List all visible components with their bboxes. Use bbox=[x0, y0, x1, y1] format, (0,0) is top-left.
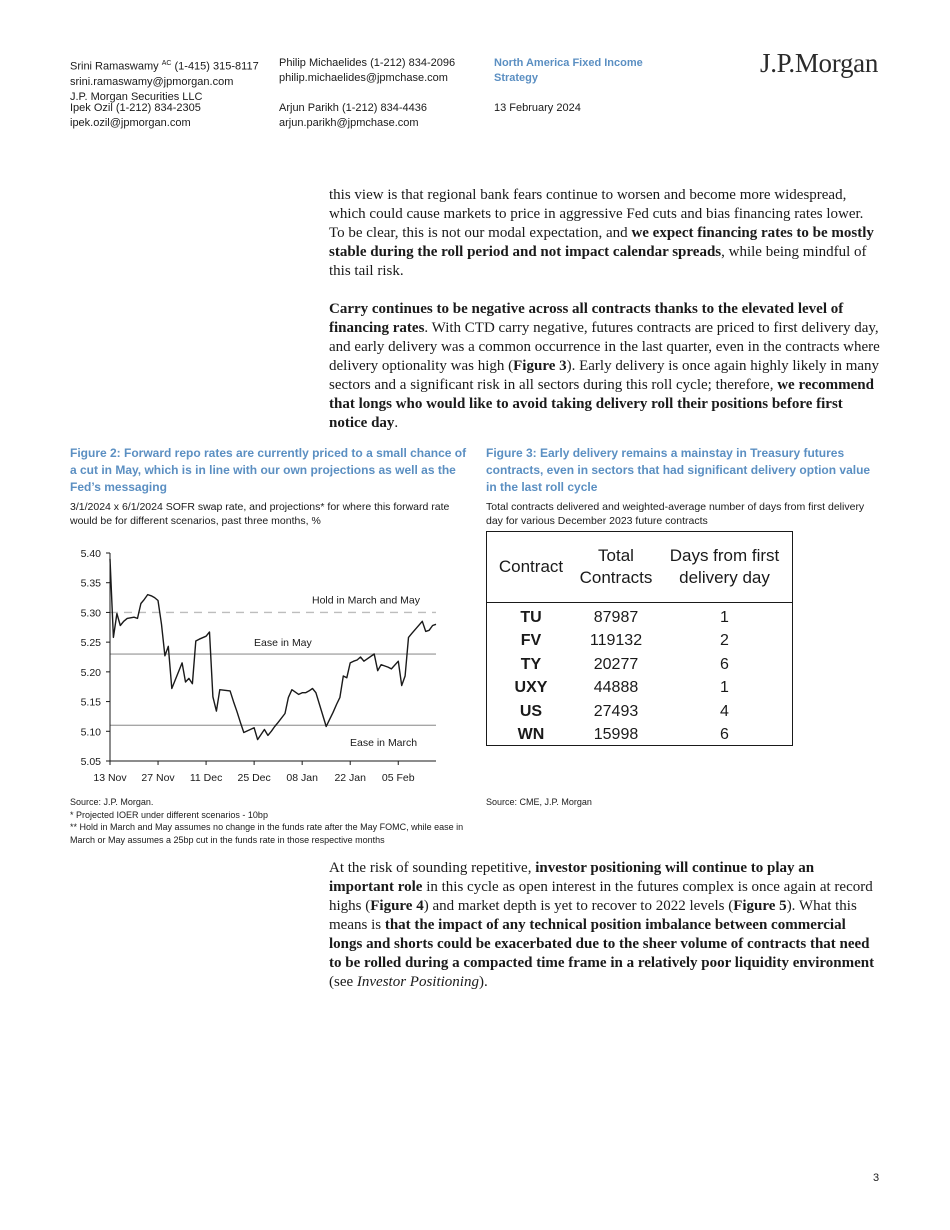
text-run: in this cycle as open interest in the futures complex is once again at record highs ( bbox=[329, 879, 873, 914]
y-tick-label: 5.35 bbox=[80, 577, 101, 590]
figure-2-title: Figure 2: Forward repo rates are currently priced to a small chance of a cut in May, which is in line with our own projections as well as the Fed’s messaging bbox=[70, 446, 467, 494]
table-row bbox=[487, 653, 792, 677]
text-run: Figure 3 bbox=[513, 358, 567, 374]
total-contracts-cell: 15998 bbox=[593, 726, 639, 743]
y-tick-label: 5.25 bbox=[80, 637, 101, 650]
total-contracts-cell: 87987 bbox=[593, 608, 639, 626]
author-name: Srini Ramaswamy bbox=[70, 60, 159, 73]
total-contracts-cell: 20277 bbox=[593, 655, 639, 673]
text-run: ). Early delivery is once again highly likely in many sectors and a significant risk in all sectors during this roll cycle; therefore, bbox=[329, 358, 880, 393]
table-body bbox=[487, 602, 792, 747]
total-contracts-cell: 44888 bbox=[593, 679, 639, 696]
figure-2-notes bbox=[70, 796, 468, 846]
contract-cell: FV bbox=[520, 632, 542, 649]
days-cell: 1 bbox=[720, 608, 729, 626]
days-cell: 4 bbox=[720, 702, 729, 720]
y-tick-label: 5.15 bbox=[80, 696, 101, 709]
y-tick-label: 5.30 bbox=[80, 607, 101, 620]
paragraph-2 bbox=[329, 300, 880, 433]
author-name: Arjun Parikh bbox=[279, 102, 339, 114]
division bbox=[494, 56, 694, 86]
figure-3-table-frame bbox=[486, 531, 793, 746]
author-org: J.P. Morgan Securities LLC bbox=[70, 90, 203, 103]
table-row bbox=[487, 676, 792, 700]
author-phone: (1-212) 834-2096 bbox=[370, 57, 456, 69]
text-run: Investor Positioning bbox=[356, 974, 479, 990]
body-column-bottom bbox=[329, 859, 880, 1011]
figure-2-source: Source: J.P. Morgan. bbox=[70, 797, 154, 807]
delivery-table bbox=[487, 532, 792, 747]
text-run: . bbox=[394, 415, 399, 431]
figure-3-source: Source: CME, J.P. Morgan bbox=[486, 797, 592, 807]
x-tick-label: 25 Dec bbox=[237, 772, 271, 784]
total-contracts-cell: 27493 bbox=[593, 702, 639, 720]
page-number: 3 bbox=[873, 1172, 880, 1184]
table-row bbox=[487, 700, 792, 724]
days-cell: 6 bbox=[720, 726, 729, 743]
figure-3-subtitle: Total contracts delivered and weighted-average number of days from first delivery day for various December 2023 future contracts bbox=[486, 501, 865, 527]
text-run: Figure 4 bbox=[370, 898, 424, 914]
contract-cell: TU bbox=[520, 608, 542, 626]
reference-line-label: Hold in March and May bbox=[312, 594, 420, 607]
total-contracts-cell: 119132 bbox=[589, 632, 643, 649]
author-phone: (1-415) 315-8117 bbox=[174, 60, 259, 73]
text-run: we expect financing rates to be mostly stable during the roll period and not impact calendar spreads bbox=[329, 225, 874, 260]
table-row bbox=[487, 629, 792, 653]
author-email[interactable]: philip.michaelides@jpmchase.com bbox=[279, 72, 448, 84]
days-cell: 1 bbox=[720, 679, 729, 696]
y-tick-label: 5.40 bbox=[80, 548, 101, 560]
y-tick-label: 5.10 bbox=[80, 726, 101, 739]
body-column-top bbox=[329, 186, 880, 452]
figure-3-title: Figure 3: Early delivery remains a mainstay in Treasury futures contracts, even in sectors that had significant delivery option value in the last roll cycle bbox=[486, 446, 871, 494]
days-cell: 6 bbox=[720, 655, 729, 673]
division-line-2: Strategy bbox=[494, 72, 539, 84]
x-tick-label: 11 Dec bbox=[189, 772, 223, 784]
table-row bbox=[487, 602, 792, 629]
y-tick-label: 5.05 bbox=[80, 756, 101, 768]
text-run: investor positioning will continue to play an important role bbox=[329, 860, 815, 895]
x-tick-label: 13 Nov bbox=[93, 772, 127, 784]
text-run: . With CTD carry negative, futures contracts are priced to first delivery day, and early delivery was a common occurrence in the last quarter, even in the contracts where delivery optionality was high ( bbox=[329, 320, 880, 374]
text-run: (see bbox=[329, 974, 357, 990]
col-header-contract: Contract bbox=[498, 556, 564, 576]
x-tick-label: 08 Jan bbox=[286, 772, 318, 784]
text-run: that the impact of any technical position imbalance between commercial longs and shorts could be exacerbated due to the sheer volume of contracts that need to be rolled during a compacted time frame in a relatively poor liquidity environment bbox=[329, 917, 875, 971]
author-4 bbox=[279, 101, 489, 131]
text-run: ). bbox=[478, 974, 488, 990]
figure-2-subtitle: 3/1/2024 x 6/1/2024 SOFR swap rate, and projections* for where this forward rate would be for different scenarios, past three months, % bbox=[70, 501, 450, 527]
author-2 bbox=[279, 56, 489, 86]
author-email[interactable]: ipek.ozil@jpmorgan.com bbox=[70, 117, 191, 129]
contract-cell: US bbox=[519, 702, 543, 720]
jpmorgan-logo: J.P.Morgan bbox=[760, 48, 879, 78]
col-header-days-from-first: Days from first delivery day bbox=[669, 545, 780, 587]
text-run: At the risk of sounding repetitive, bbox=[329, 860, 536, 876]
author-name: Philip Michaelides bbox=[279, 57, 368, 69]
x-tick-label: 22 Jan bbox=[334, 772, 366, 784]
col-header-total-contracts: Total Contracts bbox=[579, 545, 653, 587]
text-run: ) and market depth is yet to recover to 2022 levels ( bbox=[423, 898, 734, 914]
text-run: we recommend that longs who would like to avoid taking delivery roll their positions before first notice day bbox=[329, 377, 874, 431]
author-phone: (1-212) 834-2305 bbox=[115, 102, 201, 114]
text-run: ). What this means is bbox=[329, 898, 857, 933]
y-tick-label: 5.20 bbox=[80, 666, 101, 679]
text-run: , while being mindful of this tail risk. bbox=[329, 244, 867, 279]
figure-2-line-chart bbox=[60, 540, 450, 785]
text-run: Carry continues to be negative across all contracts thanks to the elevated level of financing rates bbox=[329, 301, 844, 336]
table-header-row bbox=[487, 532, 792, 602]
contract-cell: UXY bbox=[514, 679, 548, 696]
reference-line-label: Ease in March bbox=[350, 737, 418, 749]
author-email[interactable]: srini.ramaswamy@jpmorgan.com bbox=[70, 75, 234, 88]
author-1 bbox=[70, 56, 270, 105]
x-tick-label: 05 Feb bbox=[381, 772, 415, 784]
contract-cell: WN bbox=[517, 726, 545, 743]
text-run: this view is that regional bank fears continue to worsen and become more widespread, which could cause markets to price in aggressive Fed cuts and bias financing rates lower. To be clear, this is not our modal expectation, and bbox=[329, 187, 864, 241]
figure-2-note-2: ** Hold in March and May assumes no change in the funds rate after the May FOMC, while ease in March or May assumes a 25bp cut in the funds rate in those respective months bbox=[70, 822, 464, 845]
division-line-1: North America Fixed Income bbox=[494, 57, 643, 69]
author-3 bbox=[70, 101, 270, 131]
author-phone: (1-212) 834-4436 bbox=[341, 102, 427, 114]
author-name: Ipek Ozil bbox=[70, 102, 113, 114]
paragraph-3 bbox=[329, 859, 880, 992]
x-tick-label: 27 Nov bbox=[141, 772, 175, 784]
report-date: 13 February 2024 bbox=[494, 102, 581, 114]
text-run: Figure 5 bbox=[733, 898, 787, 914]
author-email[interactable]: arjun.parikh@jpmchase.com bbox=[279, 117, 419, 129]
author-superscript: AC bbox=[161, 60, 172, 67]
paragraph-1 bbox=[329, 186, 880, 281]
table-row bbox=[487, 723, 792, 747]
contract-cell: TY bbox=[520, 655, 542, 673]
series-line-sofr-swap bbox=[110, 559, 436, 740]
reference-line-label: Ease in May bbox=[254, 637, 312, 650]
days-cell: 2 bbox=[720, 632, 729, 649]
figure-2-note-1: * Projected IOER under different scenarios - 10bp bbox=[70, 809, 268, 820]
